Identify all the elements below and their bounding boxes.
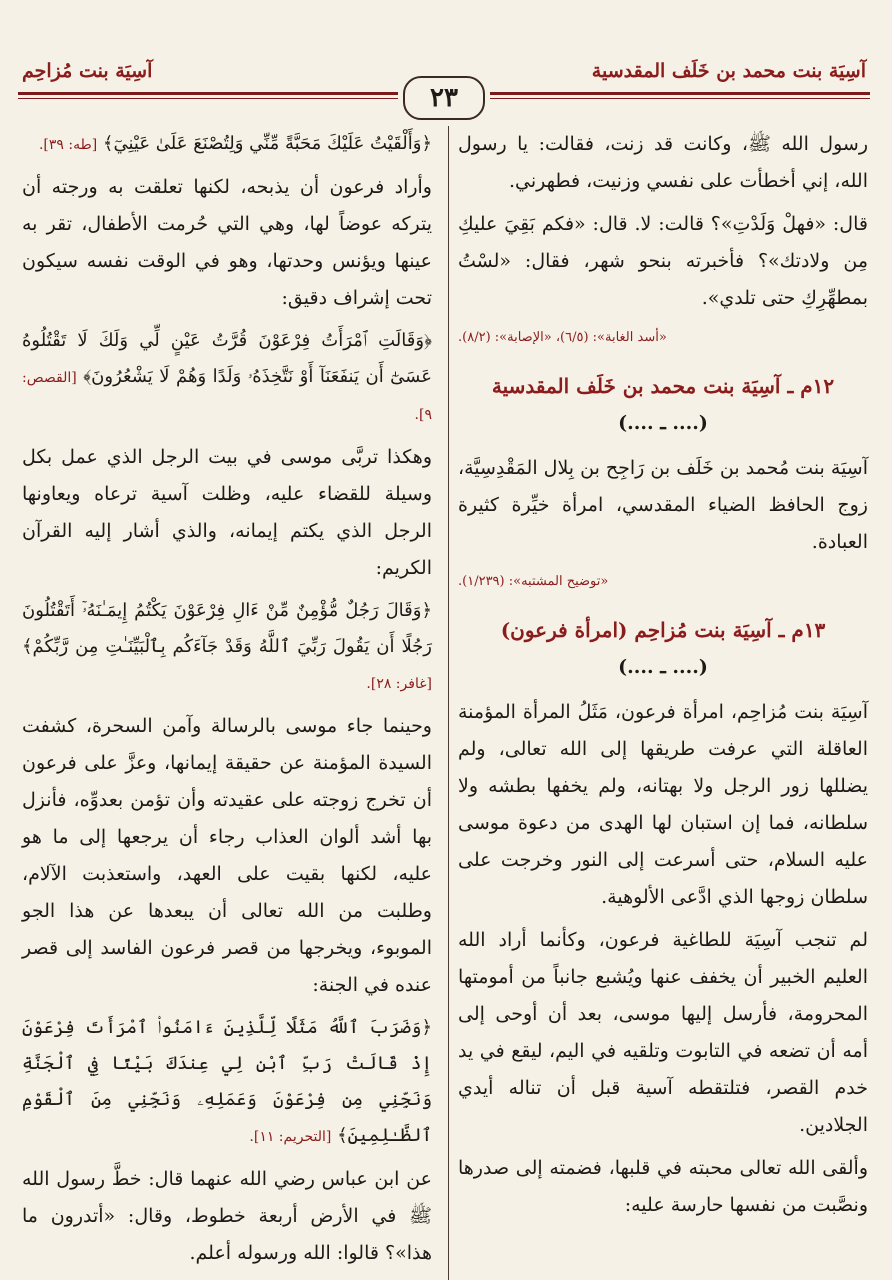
entry-dates-12: (.... ـ ....) bbox=[618, 412, 708, 434]
running-title-left: آسِيَة بنت مُزاحِم bbox=[22, 60, 153, 82]
paragraph: قال: «فهلْ وَلَدْتِ»؟ قالت: لا. قال: «فكم بَقِيَ عليكِ مِن ولادتك»؟ فأخبرته بنحو شهر، فقال: «لسْتُ بمطهِّرِكِ حتى تلدي». bbox=[458, 213, 868, 309]
verse-text: ﴿وَأَلْقَيْتُ عَلَيْكَ مَحَبَّةً مِّنِّي وَلِتُصْنَعَ عَلَىٰ عَيْنِيٓ﴾ bbox=[102, 133, 432, 154]
verse-text: ﴿وَقَالَتِ ٱمْرَأَتُ فِرْعَوْنَ قُرَّتُ عَيْنٍ لِّي وَلَكَ لَا تَقْتُلُوهُ عَسَىٰٓ أَن يَنفَعَنَآ أَوْ نَتَّخِذَهُۥ وَلَدًا وَهُمْ لَا يَشْعُرُونَ﴾ bbox=[22, 330, 432, 387]
paragraph: آسِيَة بنت مُزاحِم، امرأة فرعون، مَثَلُ المرأة المؤمنة العاقلة التي عرفت طريقها إلى الله تعالى، ولم يضللها زور الرجل ولا بهتانه، ولم يخفها بطشه ولا سلطانه، فما إن استبان لها الهدى من دعوة موسى عليه السلام، حتى أسرعت إلى النور وخرجت على سلطان زوجها الذي ادَّعى الألوهية. bbox=[458, 701, 868, 908]
entry-heading-13: ١٣م ـ آسِيَة بنت مُزاحِم (امرأة فرعون) bbox=[500, 618, 826, 642]
paragraph: وحينما جاء موسى بالرسالة وآمن السحرة، كشفت السيدة المؤمنة عن حقيقة إيمانها، وعزَّ على فرعون أن تخرج زوجته على عقيدته وأن تؤمن بعدوِّه، فأنزل بها أشد ألوان العذاب رجاء أن يرجعها إلى ما هو عليه، لكنها بقيت على العهد، واستعذبت الآلام، وطلبت من الله تعالى أن يبعدها عن هذا الجو الموبوء، ويخرجها من قصر فرعون الفاسد إلى قصر عنده في الجنة: bbox=[22, 715, 432, 996]
verse-reference: [التحريم: ١١]. bbox=[249, 1129, 332, 1145]
verse-reference: [طه: ٣٩]. bbox=[38, 137, 98, 153]
column-divider bbox=[448, 126, 449, 1280]
verse-text: ﴿وَقَالَ رَجُلٌ مُّؤْمِنٌ مِّنْ ءَالِ فِرْعَوْنَ يَكْتُمُ إِيمَـٰنَهُۥٓ أَتَقْتُلُونَ رَجُلًا أَن يَقُولَ رَبِّيَ ٱللَّهُ وَقَدْ جَآءَكُم بِٱلْبَيِّنَـٰتِ مِن رَّبِّكُمْ﴾ bbox=[22, 600, 432, 657]
header-rule-right-thin bbox=[490, 98, 870, 99]
paragraph: رسول الله ﷺ، وكانت قد زنت، فقالت: يا رسول الله، إني أخطأت على نفسي وزنيت، فطهرني. bbox=[458, 133, 868, 192]
header-rule-left bbox=[18, 92, 398, 95]
verse-text: ﴿وَضَرَبَ ٱللَّهُ مَثَلًا لِّلَّذِينَ ءَامَنُوا۟ ٱمْرَأَتَ فِرْعَوْنَ إِذْ قَالَتْ رَبِّ ٱبْنِ لِي عِندَكَ بَيْتًا فِي ٱلْجَنَّةِ وَنَجِّنِي مِن فِرْعَوْنَ وَعَمَلِهِۦ وَنَجِّنِي مِنَ ٱلْقَوْمِ ٱلظَّـٰلِمِينَ﴾ bbox=[22, 1017, 432, 1146]
paragraph: لم تنجب آسِيَة للطاغية فرعون، وكأنما أراد الله العليم الخبير أن يخفف عنها ويُشبع جانباً من أمومتها المحرومة، فأرسل إليها موسى، بعد أن أوحى إلى أمه أن تضعه في التابوت وتلقيه في اليم، ليقع في يد خدم القصر، فتلتقطه آسية قبل أن تناله أيدي الجلادين. bbox=[458, 929, 868, 1136]
entry-dates-13: (.... ـ ....) bbox=[618, 656, 708, 678]
quran-verse bbox=[22, 126, 432, 163]
verse-reference: [غافر: ٢٨]. bbox=[366, 676, 432, 692]
quran-verse bbox=[22, 593, 432, 702]
paragraph: وألقى الله تعالى محبته في قلبها، فضمته إلى صدرها ونصَّبت من نفسها حارسة عليه: bbox=[458, 1157, 868, 1216]
left-column bbox=[22, 126, 432, 1278]
page-header bbox=[18, 52, 870, 112]
right-column bbox=[458, 126, 868, 1230]
verse-reference: [القصص: ٩]. bbox=[22, 370, 432, 423]
page-number: ٢٣ bbox=[403, 76, 485, 120]
paragraph: وأراد فرعون أن يذبحه، لكنها تعلقت به ورجته أن يتركه عوضاً لها، وهي التي حُرمت الأطفال، تقر به عينها ويؤنس وحدتها، وهو في الوقت نفسه سيكون تحت إشراف دقيق: bbox=[22, 176, 432, 309]
reference-note: «أسد الغابة»: (٦/٥)، «الإصابة»: (٨/٢). bbox=[458, 330, 667, 345]
reference-note: «توضيح المشتبه»: (١/٢٣٩). bbox=[458, 574, 609, 589]
paragraph: وهكذا تربَّى موسى في بيت الرجل الذي عمل بكل وسيلة للقضاء عليه، وظلت آسية ترعاه ويعاونها الرجل الذي يكتم إيمانه، والذي أشار إليه القرآن الكريم: bbox=[22, 446, 432, 579]
paragraph: آسِيَة بنت مُحمد بن خَلَف بن رَاجِح بن بِلال المَقْدِسِيَّة، زوج الحافظ الضياء المقدسي، امرأة خيِّرة كثيرة العبادة. bbox=[457, 457, 868, 553]
header-rule-right bbox=[490, 92, 870, 95]
paragraph: عن ابن عباس رضي الله عنهما قال: خطَّ رسول الله ﷺ في الأرض أربعة خطوط، وقال: «أتدرون ما هذا»؟ قالوا: الله ورسوله أعلم. bbox=[22, 1168, 432, 1264]
running-title-right: آسِيَة بنت محمد بن خَلَف المقدسية bbox=[591, 60, 866, 82]
quran-verse bbox=[22, 1010, 432, 1155]
header-rule-left-thin bbox=[18, 98, 398, 99]
quran-verse bbox=[22, 323, 432, 433]
entry-heading-12: ١٢م ـ آسِيَة بنت محمد بن خَلَف المقدسية bbox=[491, 374, 835, 398]
